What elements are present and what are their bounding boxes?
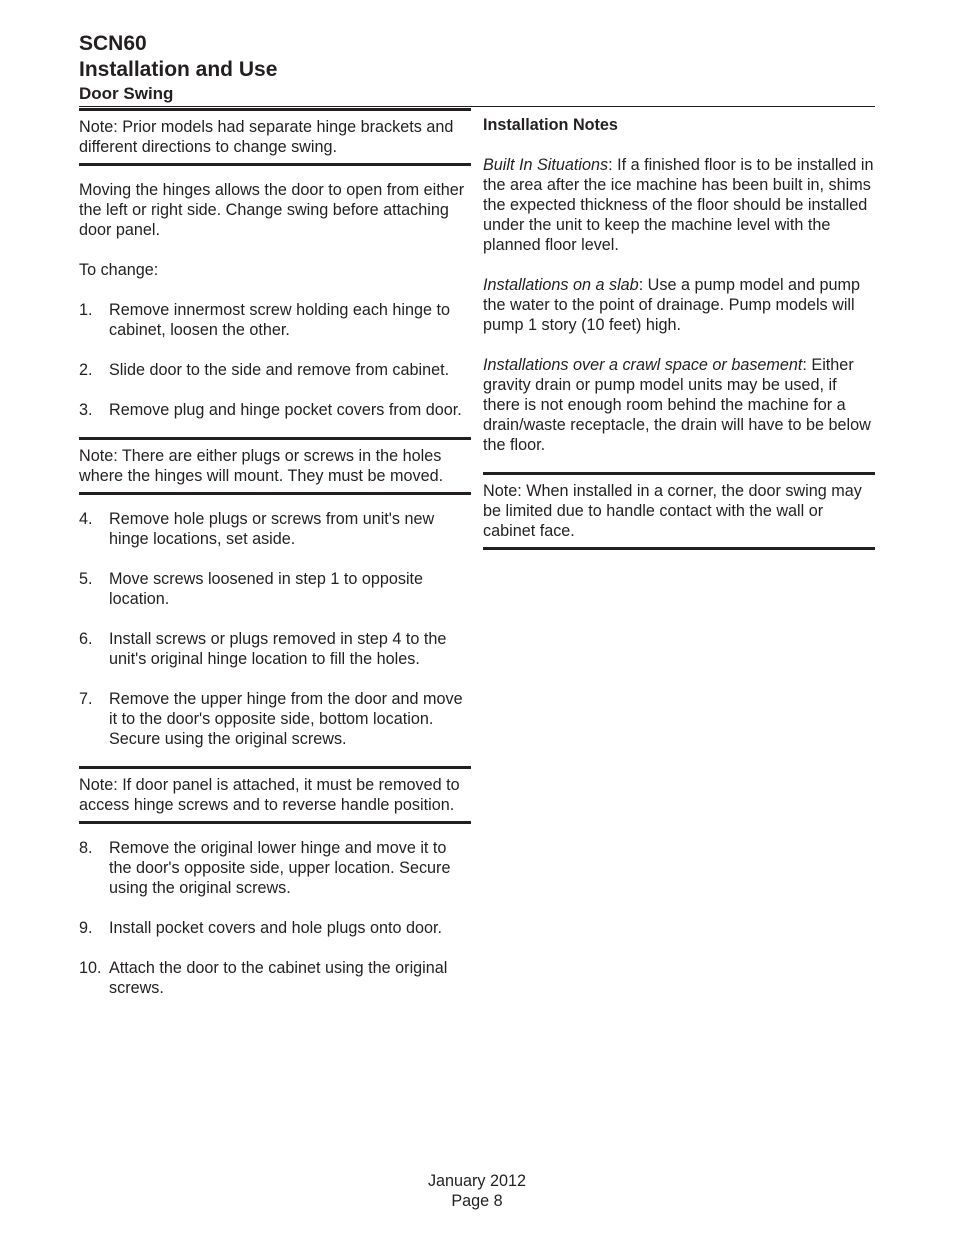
crawl-space-paragraph: Installations over a crawl space or basement: Either gravity drain or pump model units may be used, if there is not enough room behind the machine for a drain/waste receptacle, the drain will have to be below the floor. xyxy=(483,356,871,454)
step-item: 9. Install pocket covers and hole plugs onto door. xyxy=(79,919,442,937)
note-corner xyxy=(483,472,875,550)
steps-list-c xyxy=(79,838,471,998)
step-item: 8. Remove the original lower hinge and move it to the door's opposite side, upper location. Secure using the original screws. xyxy=(79,839,451,897)
step-item: 3. Remove plug and hinge pocket covers from door. xyxy=(79,401,462,419)
step-item: 6. Install screws or plugs removed in step 4 to the unit's original hinge location to fill the holes. xyxy=(79,630,447,668)
step-item: 4. Remove hole plugs or screws from unit's new hinge locations, set aside. xyxy=(79,510,435,548)
note-text: Note: If door panel is attached, it must be removed to access hinge screws and to reverse handle position. xyxy=(79,776,460,814)
subsection-title: Door Swing xyxy=(79,83,875,107)
step-item: 10. Attach the door to the cabinet using the original screws. xyxy=(79,959,448,997)
steps-list-b xyxy=(79,509,471,749)
model-title: SCN60 xyxy=(79,32,147,55)
note-plugs-screws xyxy=(79,437,471,495)
page-header xyxy=(79,31,875,107)
built-in-paragraph: Built In Situations: If a finished floor is to be installed in the area after the ice machine has been built in, shims the expected thickness of the floor should be installed under the unit to keep the machine level with the planned floor level. xyxy=(483,156,874,254)
note-prior-models xyxy=(79,108,471,166)
step-item: 5. Move screws loosened in step 1 to opposite location. xyxy=(79,570,424,608)
slab-paragraph: Installations on a slab: Use a pump model and pump the water to the point of drainage. Pump models will pump 1 story (10 feet) high. xyxy=(483,276,861,334)
to-change-label: To change: xyxy=(79,261,159,279)
intro-paragraph: Moving the hinges allows the door to open from either the left or right side. Change swing before attaching door panel. xyxy=(79,181,465,239)
left-column xyxy=(79,108,471,998)
page-footer xyxy=(0,1171,954,1211)
installation-notes-heading: Installation Notes xyxy=(483,116,618,134)
steps-list-a xyxy=(79,300,471,420)
right-column xyxy=(483,115,875,550)
note-text: Note: When installed in a corner, the door swing may be limited due to handle contact with the wall or cabinet face. xyxy=(483,482,862,540)
step-item: 2. Slide door to the side and remove from cabinet. xyxy=(79,361,450,379)
section-title: Installation and Use xyxy=(79,58,278,81)
step-item: 1. Remove innermost screw holding each hinge to cabinet, loosen the other. xyxy=(79,301,451,339)
note-text: Note: Prior models had separate hinge brackets and different directions to change swing. xyxy=(79,118,454,156)
note-door-panel xyxy=(79,766,471,824)
footer-date: January 2012 xyxy=(427,1172,527,1190)
intro-block xyxy=(79,180,471,420)
step-item: 7. Remove the upper hinge from the door and move it to the door's opposite side, bottom location. Secure using the original screws. xyxy=(79,690,463,748)
note-text: Note: There are either plugs or screws in the holes where the hinges will mount. They must be moved. xyxy=(79,447,444,485)
page-number: Page 8 xyxy=(451,1192,503,1210)
